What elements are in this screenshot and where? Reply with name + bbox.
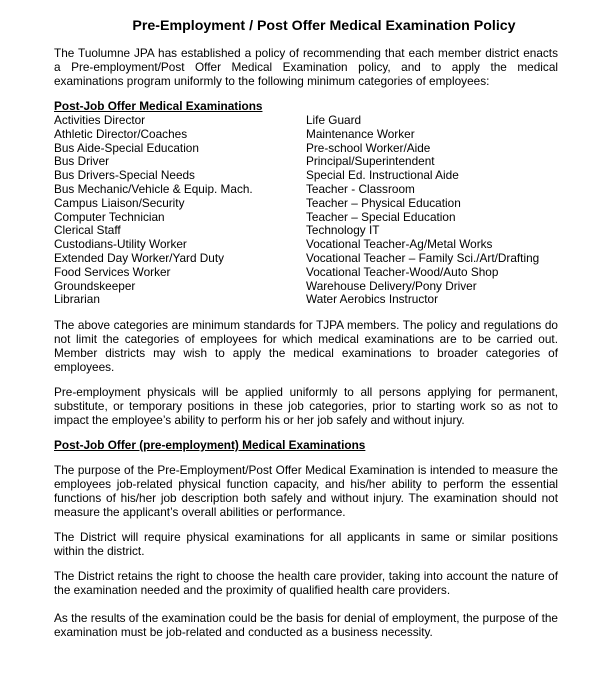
purpose-paragraph: The purpose of the Pre-Employment/Post Offer Medical Examination is intended to measure the employees job-related physical function capacity, and his/her ability to perform the essential functions of his/her job description both safely and without injury. The examination should not measure the applicant’s overall abilities or performance. [54, 463, 558, 519]
list-item: Special Ed. Instructional Aide [306, 168, 459, 183]
page-title: Pre-Employment / Post Offer Medical Examination Policy [132, 18, 516, 34]
business-necessity-paragraph: As the results of the examination could be the basis for denial of employment, the purpose of the examination must be job-related and conducted as a business necessity. [54, 611, 558, 639]
list-item: Teacher – Special Education [306, 209, 456, 224]
job-category-list-right [306, 114, 539, 307]
list-item: Librarian [54, 292, 100, 307]
list-item: Bus Aide-Special Education [54, 140, 199, 155]
list-item: Maintenance Worker [306, 126, 415, 141]
list-item: Campus Liaison/Security [54, 195, 185, 210]
list-item: Bus Driver [54, 154, 110, 169]
list-item: Pre-school Worker/Aide [306, 140, 431, 155]
provider-paragraph: The District retains the right to choose the health care provider, taking into account the nature of the examination needed and the proximity of qualified health care providers. [54, 569, 558, 597]
list-item: Teacher – Physical Education [306, 195, 461, 210]
list-item: Principal/Superintendent [306, 154, 435, 169]
section-heading-pre-employment: Post-Job Offer (pre-employment) Medical Examinations [54, 438, 366, 452]
list-item: Custodians-Utility Worker [54, 237, 187, 252]
list-item: Food Services Worker [54, 264, 171, 279]
list-item: Clerical Staff [54, 223, 121, 238]
list-item: Bus Mechanic/Vehicle & Equip. Mach. [54, 181, 253, 196]
list-item: Athletic Director/Coaches [54, 126, 188, 141]
section-heading-post-job-offer: Post-Job Offer Medical Examinations [54, 99, 263, 113]
job-category-list-left [54, 114, 253, 307]
intro-paragraph: The Tuolumne JPA has established a policy of recommending that each member district enacts a Pre-employment/Post Offer Medical Examination policy, and to apply the medical examinations program uniformly to the following minimum categories of employees: [54, 46, 558, 88]
list-item: Extended Day Worker/Yard Duty [54, 250, 225, 265]
standards-paragraph: The above categories are minimum standards for TJPA members. The policy and regulations do not limit the categories of employees for which medical examinations are to be carried out. Member districts may wish to apply the medical examinations to broader categories of employees. [54, 318, 558, 374]
physicals-paragraph: Pre-employment physicals will be applied uniformly to all persons applying for permanent, substitute, or temporary positions in these job categories, prior to starting work so as not to impact the employee’s ability to perform his or her job safely and without injury. [54, 385, 558, 427]
list-item: Vocational Teacher – Family Sci./Art/Drafting [306, 250, 540, 265]
list-item: Teacher - Classroom [306, 181, 415, 196]
list-item: Computer Technician [54, 209, 165, 224]
list-item: Life Guard [306, 113, 362, 127]
list-item: Bus Drivers-Special Needs [54, 168, 195, 183]
list-item: Vocational Teacher-Ag/Metal Works [306, 237, 493, 252]
list-item: Water Aerobics Instructor [306, 292, 438, 307]
list-item: Activities Director [54, 113, 146, 127]
list-item: Technology IT [306, 223, 380, 238]
district-requirement-paragraph: The District will require physical examinations for all applicants in same or similar positions within the district. [54, 530, 558, 558]
list-item: Vocational Teacher-Wood/Auto Shop [306, 264, 499, 279]
list-item: Groundskeeper [54, 278, 136, 293]
list-item: Warehouse Delivery/Pony Driver [306, 278, 477, 293]
